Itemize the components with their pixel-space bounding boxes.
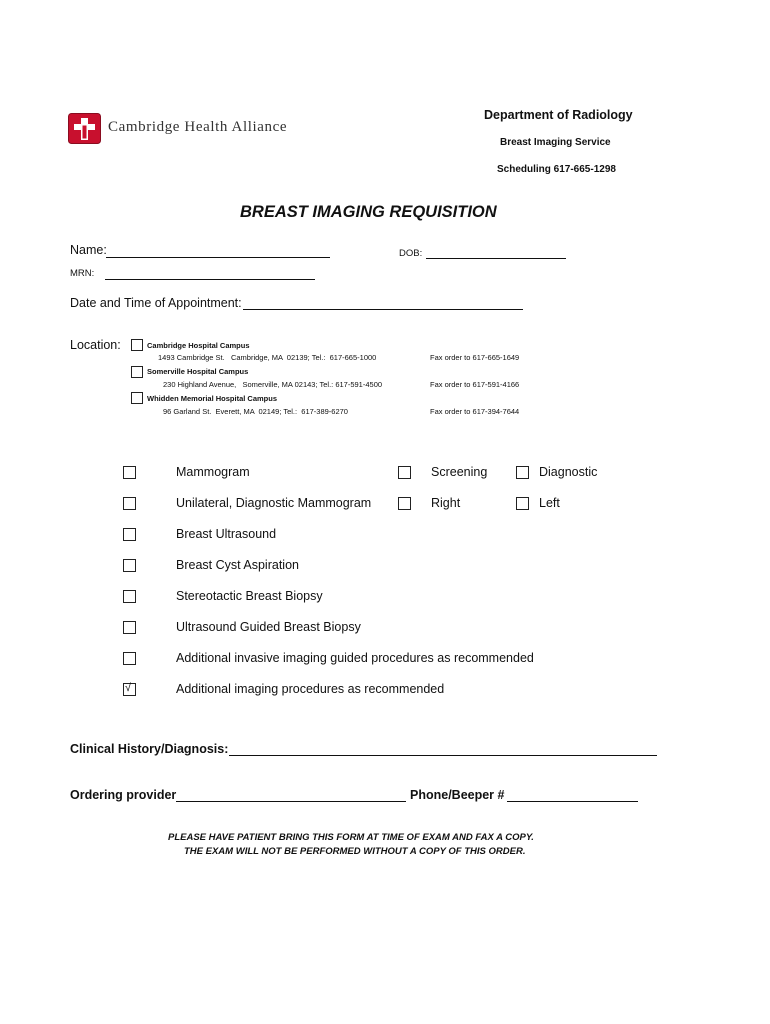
procedure-label-invasive-additional: Additional invasive imaging guided procedures as recommended [176, 651, 534, 665]
procedure-checkbox-cyst-aspiration[interactable] [123, 559, 136, 572]
footer-notice-line2: THE EXAM WILL NOT BE PERFORMED WITHOUT A COPY OF THIS ORDER. [184, 846, 526, 857]
campus-fax-cambridge: Fax order to 617-665-1649 [430, 353, 520, 362]
campus-name-cambridge: Cambridge Hospital Campus [147, 341, 250, 350]
mrn-field[interactable] [105, 279, 315, 280]
procedure-checkbox-imaging-additional[interactable] [123, 683, 136, 696]
location-label: Location: [70, 338, 121, 352]
phone-field[interactable] [507, 801, 638, 802]
campus-address-cambridge: 1493 Cambridge St. Cambridge, MA 02139; Tel.: 617-665-1000 [158, 353, 377, 362]
campus-name-somerville: Somerville Hospital Campus [147, 367, 249, 376]
clinical-history-field[interactable] [229, 755, 657, 756]
appointment-label: Date and Time of Appointment: [70, 296, 242, 310]
procedure-label-ultrasound: Breast Ultrasound [176, 527, 277, 541]
campus-checkbox-somerville[interactable] [131, 366, 143, 378]
cha-logo [68, 113, 288, 145]
dob-label: DOB: [399, 248, 423, 259]
page-title: BREAST IMAGING REQUISITION [240, 203, 497, 221]
scheduling-phone: Scheduling 617-665-1298 [497, 164, 616, 175]
phone-label: Phone/Beeper # [410, 788, 505, 802]
service-name: Breast Imaging Service [500, 137, 611, 148]
campus-fax-somerville: Fax order to 617-591-4166 [430, 380, 520, 389]
campus-address-somerville: 230 Highland Avenue, Somerville, MA 02143; Tel.: 617-591-4500 [163, 380, 383, 389]
procedure-checkbox-invasive-additional[interactable] [123, 652, 136, 665]
ordering-provider-field[interactable] [176, 801, 406, 802]
procedure-checkbox-unilateral[interactable] [123, 497, 136, 510]
department-title: Department of Radiology [484, 108, 633, 122]
dob-field[interactable] [426, 258, 566, 259]
appointment-field[interactable] [243, 309, 523, 310]
footer-notice-line1: PLEASE HAVE PATIENT BRING THIS FORM AT TIME OF EXAM AND FAX A COPY. [168, 832, 534, 843]
campus-checkbox-whidden[interactable] [131, 392, 143, 404]
right-checkbox[interactable] [398, 497, 411, 510]
procedure-checkbox-us-guided-biopsy[interactable] [123, 621, 136, 634]
cross-logo-icon [68, 113, 101, 144]
procedure-label-mammogram: Mammogram [176, 465, 250, 479]
right-label: Right [431, 496, 461, 510]
campus-address-whidden: 96 Garland St. Everett, MA 02149; Tel.: 617-389-6270 [163, 407, 348, 416]
clinical-history-label: Clinical History/Diagnosis: [70, 742, 229, 756]
check-mark-icon: √ [125, 682, 132, 694]
procedure-checkbox-stereotactic[interactable] [123, 590, 136, 603]
diagnostic-label: Diagnostic [539, 465, 598, 479]
diagnostic-checkbox[interactable] [516, 466, 529, 479]
procedure-checkbox-mammogram[interactable] [123, 466, 136, 479]
procedure-label-stereotactic: Stereotactic Breast Biopsy [176, 589, 323, 603]
procedure-label-unilateral: Unilateral, Diagnostic Mammogram [176, 496, 372, 510]
name-field[interactable] [106, 257, 330, 258]
left-label: Left [539, 496, 560, 510]
procedure-checkbox-ultrasound[interactable] [123, 528, 136, 541]
name-label: Name: [70, 243, 107, 257]
mrn-label: MRN: [70, 268, 95, 279]
procedure-label-us-guided-biopsy: Ultrasound Guided Breast Biopsy [176, 620, 361, 634]
campus-fax-whidden: Fax order to 617-394-7644 [430, 407, 520, 416]
left-checkbox[interactable] [516, 497, 529, 510]
procedure-label-imaging-additional: Additional imaging procedures as recommended [176, 682, 445, 696]
campus-name-whidden: Whidden Memorial Hospital Campus [147, 394, 278, 403]
procedure-label-cyst-aspiration: Breast Cyst Aspiration [176, 558, 299, 572]
org-name: Cambridge Health Alliance [108, 119, 288, 135]
screening-checkbox[interactable] [398, 466, 411, 479]
campus-checkbox-cambridge[interactable] [131, 339, 143, 351]
ordering-provider-label: Ordering provider [70, 788, 177, 802]
screening-label: Screening [431, 465, 488, 479]
